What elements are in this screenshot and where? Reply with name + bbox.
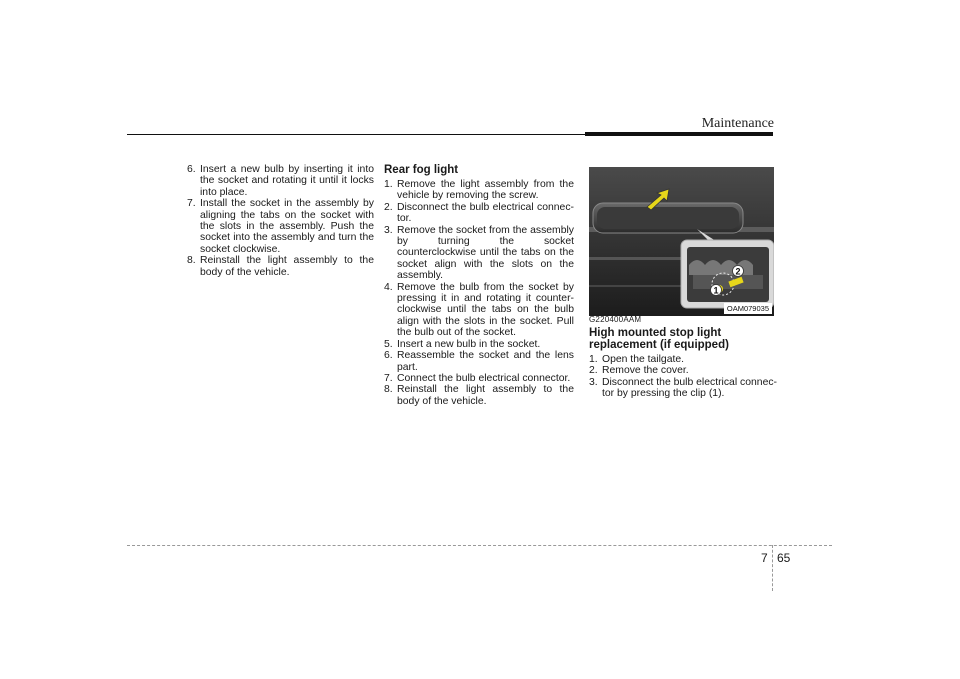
figure-caption: OAM079035 — [724, 303, 772, 314]
list-item: 1. Open the tailgate. — [589, 354, 685, 365]
list-item: 6. Reassemble the socket and the lens part. — [384, 350, 574, 373]
header-rule-accent — [585, 132, 773, 136]
list-item: 1. Remove the light assembly from the vehicle by removing the screw. — [384, 179, 574, 202]
list-item: 7. Install the socket in the assembly by aligning the tabs on the socket with the slots in the assembly. Push the socket into the assembly and turn the socket clockwise. — [187, 198, 374, 255]
list-item: 8. Reinstall the light assembly to the body of the vehicle. — [384, 384, 574, 407]
step-list — [384, 179, 574, 407]
step-list — [187, 164, 374, 278]
footer-rule — [127, 545, 832, 546]
list-item: 5. Insert a new bulb in the socket. — [384, 338, 541, 350]
list-item: 3. Disconnect the bulb electrical connec-tor by pressing the clip (1). — [589, 376, 778, 400]
list-item: 2. Disconnect the bulb electrical connec-tor. — [384, 201, 574, 225]
column-3 — [589, 315, 777, 400]
list-item: 2. Remove the cover. — [589, 365, 689, 377]
list-item: 8. Reinstall the light assembly to the body of the vehicle. — [187, 255, 374, 278]
footer-divider — [772, 545, 773, 591]
chapter-number: 7 — [761, 551, 768, 565]
step-list — [589, 354, 777, 400]
header-title: Maintenance — [701, 116, 774, 131]
page-number: 65 — [777, 551, 791, 565]
stop-light-photo — [589, 167, 774, 316]
list-item: 4. Remove the bulb from the socket by pressing it in and rotating it counter-clockwise until the tabs on the bulb align with the slots in the socket. Pull the bulb out of the socket. — [384, 281, 574, 339]
list-item: 6. Insert a new bulb by inserting it into the socket and rotating it until it locks into place. — [187, 164, 374, 198]
section-code: G220400AAM — [589, 315, 642, 324]
list-item: 3. Remove the socket from the assembly by turning the socket counterclockwise until the tabs on the socket align with the slots on the assembly. — [384, 224, 574, 282]
stop-light-illustration — [589, 167, 774, 316]
section-title-rear-fog-light: Rear fog light — [384, 164, 459, 176]
column-2 — [384, 164, 574, 407]
list-item: 7. Connect the bulb electrical connector. — [384, 372, 571, 384]
callout-2-label: 2 — [735, 266, 741, 277]
callout-1-label: 1 — [713, 285, 719, 296]
column-1 — [187, 164, 374, 278]
section-title-stop-light: High mounted stop light replacement (if equipped) — [589, 327, 729, 351]
